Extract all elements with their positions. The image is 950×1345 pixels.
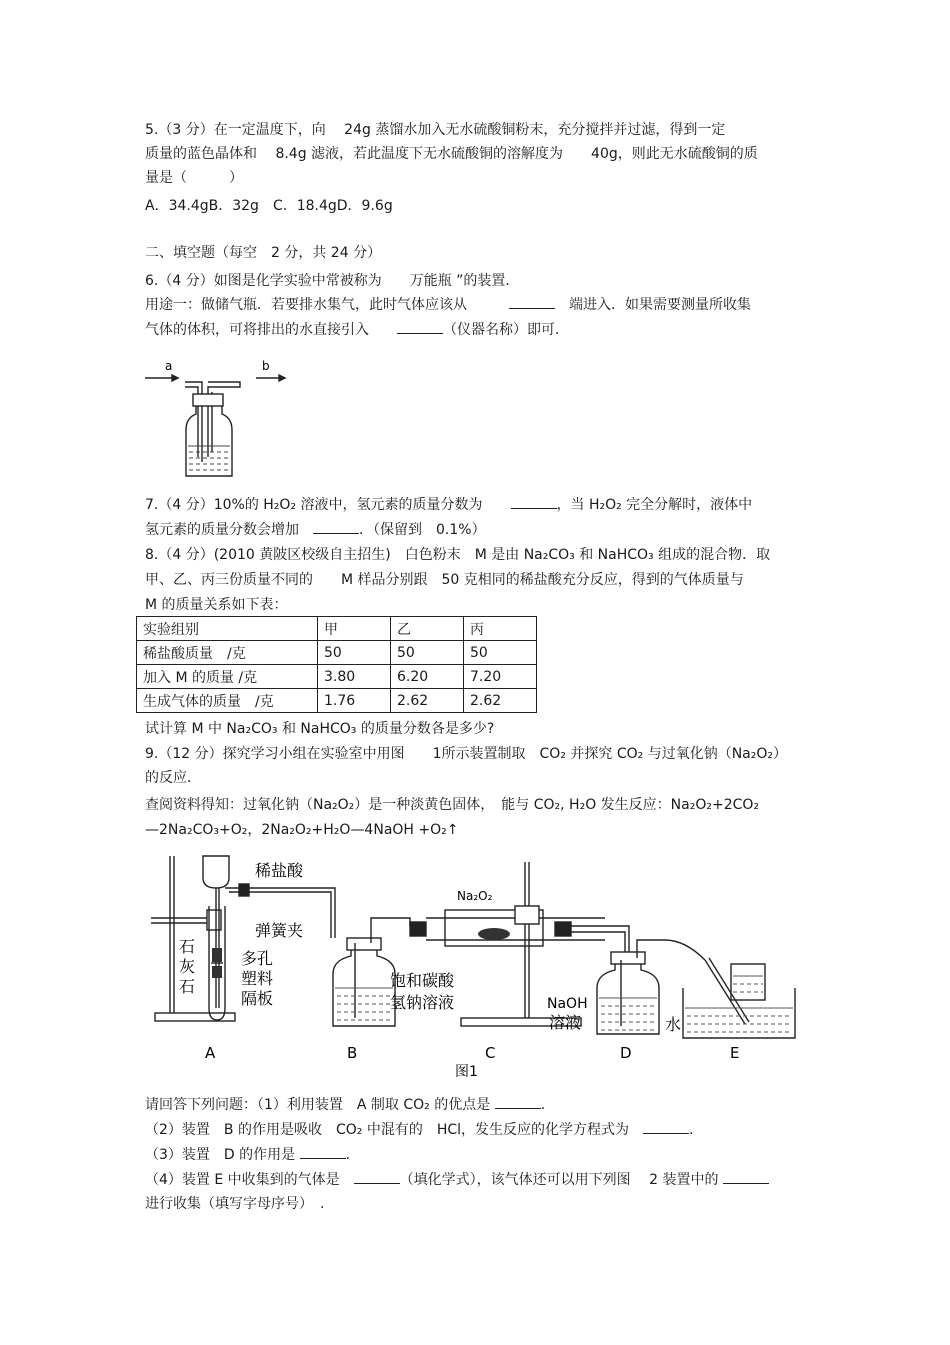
q9-a2: （2）装置 B 的作用是吸收 CO₂ 中混有的 HCl，发生反应的化学方程式为 .: [145, 1119, 693, 1140]
answer-blank[interactable]: [511, 494, 557, 509]
table-cell: 50: [318, 641, 391, 665]
q7-line2-text-end: ．（保留到 0.1%）: [359, 522, 486, 538]
table-cell: 2.62: [391, 689, 464, 713]
table-row: [137, 641, 537, 665]
table-cell: 2.62: [464, 689, 537, 713]
apparatus-figure: [145, 848, 810, 1083]
label-naoh-1: NaOH: [547, 996, 588, 1012]
table-header: 丙: [464, 617, 537, 641]
answer-blank[interactable]: [509, 294, 555, 309]
answer-blank[interactable]: [354, 1169, 400, 1184]
table-cell: 7.20: [464, 665, 537, 689]
q9-line3: 查阅资料得知：过氧化钠（Na₂O₂）是一种淡黄色固体， 能与 CO₂, H₂O 发生反应：Na₂O₂+2CO₂: [145, 797, 760, 813]
answer-blank[interactable]: [495, 1094, 541, 1109]
label-A: A: [205, 1044, 216, 1062]
table-cell: 稀盐酸质量 /克: [137, 641, 318, 665]
q7-line2: [145, 519, 486, 540]
q9-a4-text: （4）装置 E 中收集到的气体是: [145, 1172, 354, 1188]
q6-line2-text-end: 端进入．如果需要测量所收集: [555, 297, 751, 313]
q6-line2-text: 用途一：做储气瓶．若要排水集气，此时气体应该从: [145, 297, 509, 313]
q5-options: A．34.4gB．32g C．18.4gD．9.6g: [145, 198, 393, 214]
q9-line1: 9.（12 分）探究学习小组在实验室中用图 1所示装置制取 CO₂ 并探究 CO₂ 与过氧化钠（Na₂O₂）: [145, 746, 787, 762]
q8-line1: 8.（4 分）(2010 黄陂区校级自主招生) 白色粉末 M 是由 Na₂CO₃ 和 NaHCO₃ 组成的混合物．取: [145, 547, 771, 563]
q8-line3: M 的质量关系如下表：: [145, 597, 288, 613]
table-cell: 生成气体的质量 /克: [137, 689, 318, 713]
q6-line3-text-end: （仪器名称）即可．: [443, 322, 569, 338]
q9-a5: 进行收集（填写字母序号） .: [145, 1196, 325, 1212]
figure-caption: 图1: [455, 1064, 478, 1080]
label-a: a: [165, 359, 173, 373]
q8-after: 试计算 M 中 Na₂CO₃ 和 NaHCO₃ 的质量分数各是多少?: [145, 721, 495, 737]
table-cell: 50: [391, 641, 464, 665]
table-cell: 50: [464, 641, 537, 665]
q9-a4: [145, 1169, 769, 1190]
gas-bottle-figure: [140, 356, 300, 484]
q9-a3: （3）装置 D 的作用是 .: [145, 1144, 350, 1165]
table-header: 实验组别: [137, 617, 318, 641]
answer-blank[interactable]: [643, 1119, 689, 1134]
label-naoh-2: 溶液: [549, 1013, 582, 1032]
label-limestone-3: 石: [179, 977, 196, 996]
label-na2o2: Na₂O₂: [457, 889, 493, 903]
label-C: C: [485, 1044, 496, 1062]
table-cell: 加入 M 的质量 /克: [137, 665, 318, 689]
section-title: 二、填空题（每空 2 分，共 24 分）: [145, 245, 382, 261]
label-B: B: [347, 1044, 358, 1062]
answer-blank[interactable]: [313, 519, 359, 534]
q9-a1-text: 请回答下列问题：（1）利用装置 A 制取 CO₂ 的优点是: [145, 1097, 495, 1113]
q7-line1: [145, 494, 752, 515]
q9-line4: —2Na₂CO₃+O₂，2Na₂O₂+H₂O—4NaOH +O₂↑: [145, 822, 459, 838]
label-limestone-2: 灰: [179, 957, 196, 976]
answer-blank[interactable]: [300, 1144, 346, 1159]
q9-a4-text-mid: （填化学式），该气体还可以用下列图 2 装置中的: [399, 1172, 723, 1188]
q7-line1-text: 7.（4 分）10%的 H₂O₂ 溶液中，氢元素的质量分数为: [145, 497, 511, 513]
table-header: 乙: [391, 617, 464, 641]
label-acid: 稀盐酸: [255, 861, 304, 880]
label-D: D: [620, 1044, 632, 1062]
table-row: [137, 665, 537, 689]
q5-line1: 5.（3 分）在一定温度下，向 24g 蒸馏水加入无水硫酸铜粉末，充分搅拌并过滤，得到一定: [145, 122, 726, 138]
q6-line1: 6.（4 分）如图是化学实验中常被称为 万能瓶 ”的装置．: [145, 273, 520, 289]
q8-line2: 甲、乙、丙三份质量不同的 M 样品分别跟 50 克相同的稀盐酸充分反应，得到的气体质量与: [145, 572, 744, 588]
q6-line3-text: 气体的体积，可将排出的水直接引入: [145, 322, 397, 338]
table-row: [137, 689, 537, 713]
mass-table: [136, 616, 537, 713]
answer-blank[interactable]: [397, 319, 443, 334]
table-cell: 6.20: [391, 665, 464, 689]
label-plate-1: 多孔: [241, 949, 274, 968]
label-b: b: [262, 359, 270, 373]
label-water: 水: [665, 1015, 682, 1034]
label-E: E: [730, 1044, 740, 1062]
q9-line2: 的反应．: [145, 770, 201, 786]
q9-a1: 请回答下列问题：（1）利用装置 A 制取 CO₂ 的优点是 .: [145, 1094, 545, 1115]
q7-line1-text-end: ，当 H₂O₂ 完全分解时，液体中: [556, 497, 753, 513]
label-bicarb-2: 氢钠溶液: [390, 993, 455, 1012]
q9-a2-text: （2）装置 B 的作用是吸收 CO₂ 中混有的 HCl，发生反应的化学方程式为: [145, 1122, 644, 1138]
table-header-row: [137, 617, 537, 641]
q5-line2: 质量的蓝色晶体和 8.4g 滤液，若此温度下无水硫酸铜的溶解度为 40g，则此无水硫酸铜的质: [145, 146, 758, 162]
label-clip: 弹簧夹: [255, 921, 304, 940]
label-bicarb-1: 饱和碳酸: [390, 971, 455, 990]
q6-line3: [145, 319, 569, 340]
q9-a3-text: （3）装置 D 的作用是: [145, 1147, 300, 1163]
answer-blank[interactable]: [723, 1169, 769, 1184]
q6-line2: [145, 294, 751, 315]
label-limestone-1: 石: [179, 937, 196, 956]
q7-line2-text: 氢元素的质量分数会增加: [145, 522, 313, 538]
label-plate-2: 塑料: [241, 969, 274, 988]
table-header: 甲: [318, 617, 391, 641]
q5-line3: 量是（ ）: [145, 170, 243, 186]
label-plate-3: 隔板: [241, 989, 274, 1008]
table-cell: 3.80: [318, 665, 391, 689]
table-cell: 1.76: [318, 689, 391, 713]
